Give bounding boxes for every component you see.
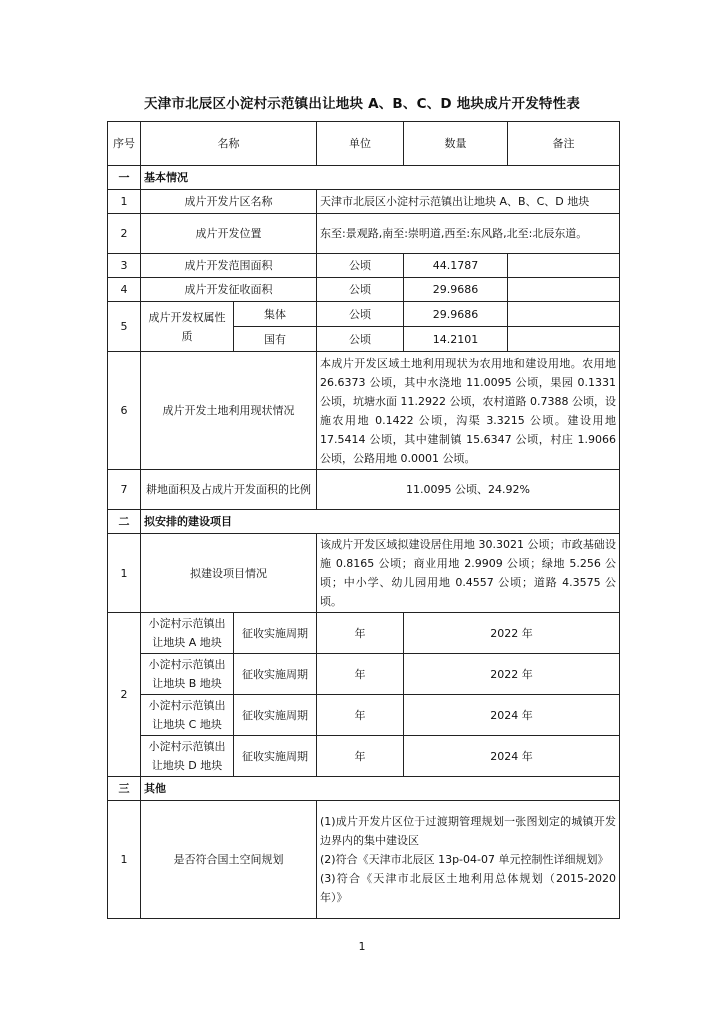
header-qty: 数量 (404, 122, 508, 166)
row-number: 6 (108, 352, 141, 470)
table-row (108, 801, 620, 919)
header-name: 名称 (141, 122, 317, 166)
row-unit: 公顷 (317, 302, 404, 327)
table-row (108, 534, 620, 613)
header-note: 备注 (508, 122, 620, 166)
period-label: 征收实施周期 (234, 695, 317, 736)
ownership-type: 国有 (234, 327, 317, 352)
row-value: 本成片开发区域土地利用现状为农用地和建设用地。农用地 26.6373 公顷，其中水浇地 11.0095 公顷，果园 0.1331 公顷，坑塘水面 11.2922 公顷，农村道路 0.7388 公顷，设施农用地 0.1422 公顷，沟渠 3.3215 公顷。建设用地 17.5414 公顷，其中建制镇 15.6347 公顷，村庄 1.9066 公顷，公路用地 0.0001 公顷。 (317, 352, 620, 470)
row-value: 2022 年 (404, 654, 620, 695)
row-unit: 年 (317, 695, 404, 736)
row-number: 1 (108, 534, 141, 613)
row-value: 2022 年 (404, 613, 620, 654)
row-number: 1 (108, 190, 141, 214)
row-value: 东至:景观路,南至:崇明道,西至:东风路,北至:北辰东道。 (317, 214, 620, 254)
row-qty: 29.9686 (404, 278, 508, 302)
section-number: 三 (108, 777, 141, 801)
plot-name: 小淀村示范镇出让地块 A 地块 (141, 613, 234, 654)
section-row (108, 510, 620, 534)
table-row (108, 254, 620, 278)
row-name: 成片开发位置 (141, 214, 317, 254)
row-unit: 年 (317, 613, 404, 654)
document-title: 天津市北辰区小淀村示范镇出让地块 A、B、C、D 地块成片开发特性表 (143, 96, 581, 112)
row-value (317, 801, 620, 919)
header-unit: 单位 (317, 122, 404, 166)
period-label: 征收实施周期 (234, 736, 317, 777)
characteristics-table (107, 121, 620, 919)
row-name-text: 成片开发权属性质 (148, 310, 226, 343)
table-row (108, 302, 620, 327)
row-name: 成片开发片区名称 (141, 190, 317, 214)
table-row (108, 695, 620, 736)
row-qty: 14.2101 (404, 327, 508, 352)
table-row (108, 470, 620, 510)
plot-name: 小淀村示范镇出让地块 D 地块 (141, 736, 234, 777)
table-row (108, 654, 620, 695)
period-label: 征收实施周期 (234, 654, 317, 695)
row-value: 2024 年 (404, 695, 620, 736)
row-number: 2 (108, 214, 141, 254)
section-title: 其他 (141, 777, 620, 801)
plot-name: 小淀村示范镇出让地块 C 地块 (141, 695, 234, 736)
row-value: 11.0095 公顷、24.92% (317, 470, 620, 510)
section-number: 一 (108, 166, 141, 190)
row-qty: 44.1787 (404, 254, 508, 278)
row-value: 2024 年 (404, 736, 620, 777)
row-unit: 公顷 (317, 278, 404, 302)
table-row (108, 278, 620, 302)
page-number: 1 (358, 940, 366, 953)
table-row (108, 214, 620, 254)
row-note (508, 302, 620, 327)
row-number: 2 (108, 613, 141, 777)
row-name: 成片开发土地利用现状情况 (141, 352, 317, 470)
row-name: 成片开发范围面积 (141, 254, 317, 278)
header-no: 序号 (108, 122, 141, 166)
period-label: 征收实施周期 (234, 613, 317, 654)
section-title: 拟安排的建设项目 (141, 510, 620, 534)
row-name (141, 302, 234, 352)
row-value: 天津市北辰区小淀村示范镇出让地块 A、B、C、D 地块 (317, 190, 620, 214)
table-row (108, 736, 620, 777)
row-number: 7 (108, 470, 141, 510)
section-number: 二 (108, 510, 141, 534)
row-unit: 年 (317, 736, 404, 777)
table-header-row (108, 122, 620, 166)
table-row (108, 352, 620, 470)
row-unit: 公顷 (317, 327, 404, 352)
row-unit: 年 (317, 654, 404, 695)
row-name: 拟建设项目情况 (141, 534, 317, 613)
plot-name: 小淀村示范镇出让地块 B 地块 (141, 654, 234, 695)
row-number: 3 (108, 254, 141, 278)
row-name: 成片开发征收面积 (141, 278, 317, 302)
row-note (508, 278, 620, 302)
row-note (508, 254, 620, 278)
compliance-line: (2)符合《天津市北辰区 13p-04-07 单元控制性详细规划》 (320, 853, 609, 866)
compliance-line: (1)成片开发片区位于过渡期管理规划一张图划定的城镇开发边界内的集中建设区 (320, 815, 616, 847)
table-row (108, 613, 620, 654)
row-name: 耕地面积及占成片开发面积的比例 (141, 470, 317, 510)
row-name: 是否符合国土空间规划 (141, 801, 317, 919)
row-unit: 公顷 (317, 254, 404, 278)
row-note (508, 327, 620, 352)
section-title: 基本情况 (141, 166, 620, 190)
section-row (108, 166, 620, 190)
row-number: 4 (108, 278, 141, 302)
compliance-line: (3)符合《天津市北辰区土地利用总体规划（2015-2020 年）》 (320, 872, 616, 904)
row-number: 5 (108, 302, 141, 352)
row-value: 该成片开发区域拟建设居住用地 30.3021 公顷；市政基础设施 0.8165 公顷；商业用地 2.9909 公顷；绿地 5.256 公顷；中小学、幼儿园用地 0.4557 公顷；道路 4.3575 公顷。 (317, 534, 620, 613)
table-row (108, 190, 620, 214)
ownership-type: 集体 (234, 302, 317, 327)
row-number: 1 (108, 801, 141, 919)
section-row (108, 777, 620, 801)
row-qty: 29.9686 (404, 302, 508, 327)
